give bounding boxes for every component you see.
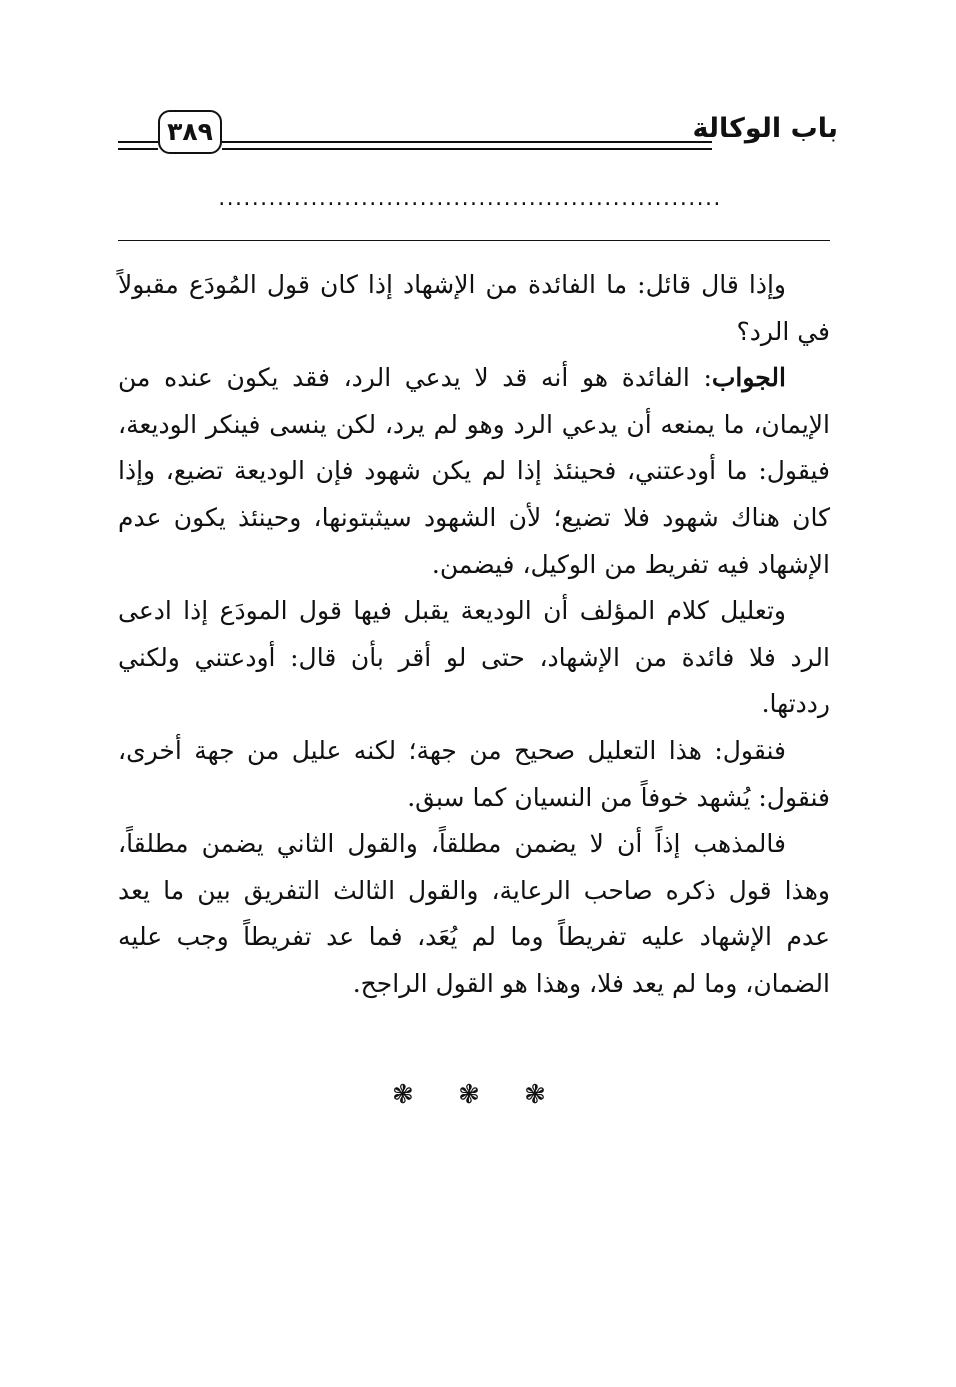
paragraph	[118, 821, 830, 1007]
flower-ornament-icon: ❃	[392, 1080, 432, 1110]
page-header	[118, 108, 838, 158]
paragraph	[118, 588, 830, 728]
page-number: ٣٨٩	[158, 110, 222, 154]
body-text	[118, 262, 830, 1008]
paragraph-text: وتعليل كلام المؤلف أن الوديعة يقبل فيها قول المودَع إذا ادعى الرد فلا فائدة من الإشهاد، حتى لو أقر بأن قال: أودعتني ولكني رددتها.	[118, 596, 830, 719]
paragraph-text: وإذا قال قائل: ما الفائدة من الإشهاد إذا كان قول المُودَع مقبولاً في الرد؟	[118, 270, 830, 346]
paragraph-lead: الجواب	[711, 363, 786, 393]
flower-ornament-icon: ❃	[458, 1080, 498, 1110]
paragraph	[118, 728, 830, 821]
ellipsis-separator: ............................................................	[218, 186, 722, 211]
paragraph-text: فالمذهب إذاً أن لا يضمن مطلقاً، والقول الثاني يضمن مطلقاً، وهذا قول ذكره صاحب الرعاية، والقول الثالث التفريق بين ما يعد عدم الإشهاد عليه تفريطاً وما لم يُعَد، فما عد تفريطاً وجب عليه الضمان، وما لم يعد فلا، وهذا هو القول الراجح.	[118, 829, 830, 998]
paragraph-text: فنقول: هذا التعليل صحيح من جهة؛ لكنه عليل من جهة أخرى، فنقول: يُشهد خوفاً من النسيان كما سبق.	[118, 735, 830, 812]
paragraph	[118, 262, 830, 355]
paragraph	[118, 355, 830, 588]
header-rule-left	[118, 141, 158, 150]
section-divider	[118, 240, 830, 241]
paragraph-text: : الفائدة هو أنه قد لا يدعي الرد، فقد يكون عنده من الإيمان، ما يمنعه أن يدعي الرد وهو لم يرد، لكن ينسى فينكر الوديعة، فيقول: ما أودعتني، فحينئذ إذا لم يكن شهود فإن الوديعة تضيع، وإذا كان هناك شهود فلا تضيع؛ لأن الشهود سيثبتونها، وحينئذ يكون عدم الإشهاد فيه تفريط من الوكيل، فيضمن.	[118, 363, 830, 579]
flower-ornament-icon: ❃	[524, 1080, 564, 1110]
header-rule-right	[222, 141, 712, 150]
section-end-ornaments	[378, 1080, 578, 1110]
chapter-title: باب الوكالة	[692, 113, 838, 144]
